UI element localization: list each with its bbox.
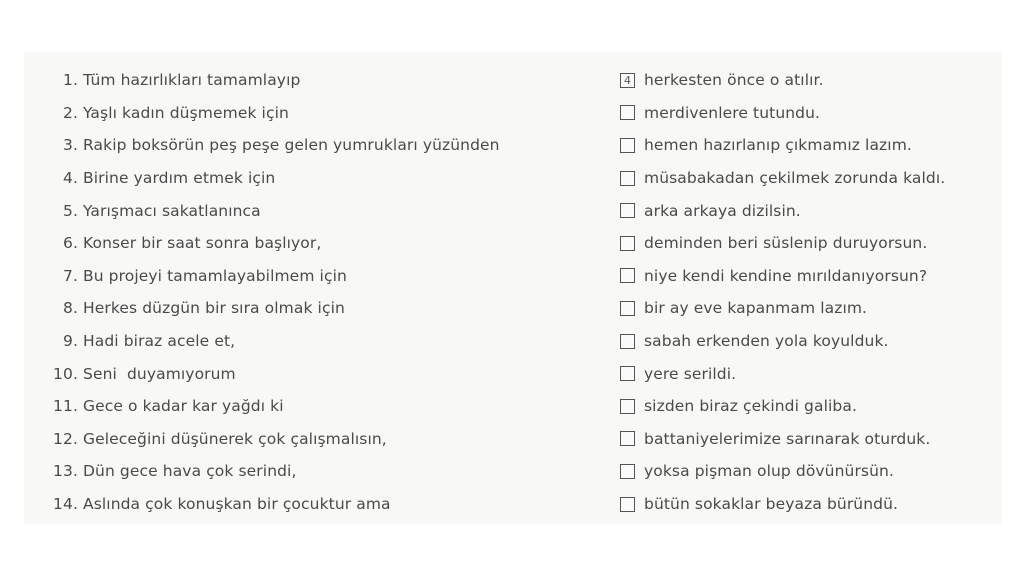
answer-box[interactable] [620,138,635,153]
ending-text: hemen hazırlanıp çıkmamız lazım. [644,136,912,155]
item-number: 3. [63,136,78,155]
item-number: 13. [53,462,78,481]
ending-text: sabah erkenden yola koyulduk. [644,332,889,351]
sentence-endings-column [620,64,1000,520]
item-number: 5. [63,201,78,220]
answer-box[interactable] [620,301,635,316]
item-number: 4. [63,169,78,188]
ending-text: bir ay eve kapanmam lazım. [644,299,868,318]
sentence-start-14 [50,488,610,521]
sentence-start-5 [50,194,610,227]
ending-text: merdivenlere tutundu. [644,103,821,122]
sentence-starts-column [50,64,610,520]
sentence-start-13 [50,455,610,488]
answer-box[interactable]: 4 [620,73,635,88]
item-text: Tüm hazırlıkları tamamlayıp [83,71,301,90]
ending-text: yere serildi. [644,364,737,383]
item-text: Gece o kadar kar yağdı ki [83,397,284,416]
sentence-start-11 [50,390,610,423]
item-text: Hadi biraz acele et, [83,332,236,351]
ending-text: deminden beri süslenip duruyorsun. [644,234,928,253]
sentence-ending-4 [620,162,1000,195]
item-number: 6. [63,234,78,253]
sentence-start-12 [50,423,610,456]
ending-text: sizden biraz çekindi galiba. [644,397,857,416]
answer-box[interactable] [620,203,635,218]
item-text: Herkes düzgün bir sıra olmak için [83,299,345,318]
item-text: Konser bir saat sonra başlıyor, [83,234,322,253]
sentence-ending-1 [620,64,1000,97]
item-text: Aslında çok konuşkan bir çocuktur ama [83,495,391,514]
item-text: Birine yardım etmek için [83,169,276,188]
answer-box[interactable] [620,464,635,479]
ending-text: niye kendi kendine mırıldanıyorsun? [644,266,928,285]
ending-text: müsabakadan çekilmek zorunda kaldı. [644,169,946,188]
ending-text: battaniyelerimize sarınarak oturduk. [644,429,931,448]
item-number: 14. [53,495,78,514]
item-number: 8. [63,299,78,318]
item-text: Geleceğini düşünerek çok çalışmalısın, [83,429,387,448]
answer-box[interactable] [620,236,635,251]
answer-box[interactable] [620,431,635,446]
item-number: 1. [63,71,78,90]
sentence-ending-7 [620,260,1000,293]
sentence-ending-9 [620,325,1000,358]
item-number: 9. [63,332,78,351]
answer-box[interactable] [620,268,635,283]
answer-box[interactable] [620,366,635,381]
sentence-ending-2 [620,97,1000,130]
ending-text: arka arkaya dizilsin. [644,201,801,220]
sentence-ending-13 [620,455,1000,488]
sentence-ending-5 [620,194,1000,227]
item-text: Rakip boksörün peş peşe gelen yumrukları yüzünden [83,136,500,155]
item-number: 11. [53,397,78,416]
item-number: 10. [53,364,78,383]
sentence-start-9 [50,325,610,358]
sentence-ending-11 [620,390,1000,423]
answer-box[interactable] [620,497,635,512]
worksheet [24,52,1002,524]
item-text: Bu projeyi tamamlayabilmem için [83,266,347,285]
ending-text: yoksa pişman olup dövünürsün. [644,462,894,481]
sentence-ending-3 [620,129,1000,162]
sentence-start-2 [50,97,610,130]
item-number: 2. [63,103,78,122]
answer-box[interactable] [620,334,635,349]
ending-text: herkesten önce o atılır. [644,71,824,90]
sentence-ending-14 [620,488,1000,521]
sentence-start-3 [50,129,610,162]
item-text: Yaşlı kadın düşmemek için [83,103,289,122]
sentence-start-4 [50,162,610,195]
item-text: Seni duyamıyorum [83,364,236,383]
answer-box[interactable] [620,399,635,414]
ending-text: bütün sokaklar beyaza büründü. [644,495,899,514]
sentence-start-7 [50,260,610,293]
sentence-start-8 [50,292,610,325]
sentence-ending-8 [620,292,1000,325]
sentence-start-1 [50,64,610,97]
sentence-start-6 [50,227,610,260]
item-number: 12. [53,429,78,448]
answer-box[interactable] [620,171,635,186]
sentence-start-10 [50,357,610,390]
item-text: Yarışmacı sakatlanınca [83,201,261,220]
item-number: 7. [63,266,78,285]
sentence-ending-10 [620,357,1000,390]
answer-box[interactable] [620,105,635,120]
item-text: Dün gece hava çok serindi, [83,462,297,481]
sentence-ending-6 [620,227,1000,260]
sentence-ending-12 [620,423,1000,456]
